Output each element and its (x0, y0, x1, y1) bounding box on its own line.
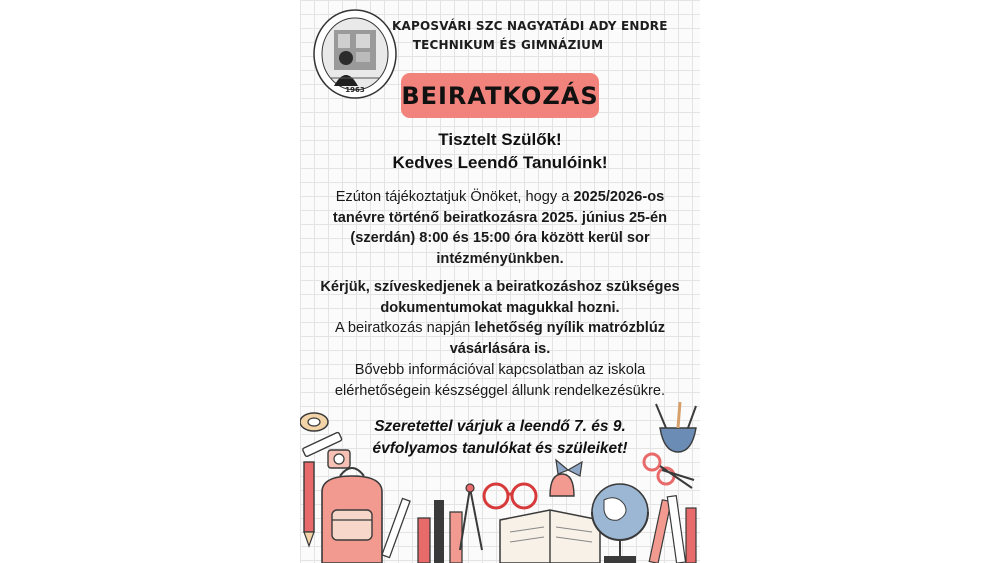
glasses-icon (484, 484, 536, 508)
school-name-line2: TECHNIKUM ÉS GIMNÁZIUM (412, 38, 604, 52)
sharpener-icon (328, 450, 350, 468)
school-name-line1: KAPOSVÁRI SZC NAGYATÁDI ADY ENDRE (392, 19, 668, 33)
compass-icon (460, 484, 482, 550)
paint-cup-icon (656, 402, 696, 452)
info-paragraph (312, 187, 688, 270)
backpack-icon (322, 468, 382, 563)
uniform-intro: A beiratkozás napján (334, 320, 475, 337)
contact-info: Bővebb információval kapcsolatban az iskola elérhetőségein készséggel állunk rendelkezésükre. (334, 361, 666, 399)
closing-line1: Szeretettel várjuk a leendő 7. és 9. (374, 418, 626, 435)
markers-icon (382, 498, 462, 563)
greeting (300, 128, 700, 174)
info-intro: Ezúton tájékoztatjuk Önöket, hogy a (335, 189, 574, 205)
greeting-line2: Kedves Leendő Tanulóink! (392, 153, 608, 172)
school-logo (312, 8, 398, 100)
uniform-offer: lehetőség nyílik matrózblúz vásárlására is. (449, 320, 666, 358)
bell-icon (550, 460, 582, 496)
title-text: BEIRATKOZÁS (401, 81, 599, 110)
logo-year: 1963 (345, 86, 365, 94)
info-date-details: 2025/2026-os tanévre történő beiratkozásra 2025. június 25-én (szerdán) 8:00 és 15:00 óra között kerül sor intézményünkben. (332, 189, 668, 268)
documents-request: Kérjük, szíveskedjenek a beiratkozáshoz szükséges dokumentumokat magukkal hozni. (320, 279, 680, 316)
closing-line2: évfolyamos tanulókat és szüleiket! (372, 440, 628, 457)
enrollment-poster (300, 0, 700, 563)
scissors-icon (644, 454, 694, 488)
school-supplies-illustration (300, 400, 700, 563)
title-banner (401, 73, 599, 118)
school-name (392, 17, 668, 55)
tape-icon (300, 413, 328, 431)
pencils-right-icon (649, 496, 696, 563)
request-paragraph (312, 277, 688, 401)
notebook-icon (500, 510, 600, 563)
greeting-line1: Tisztelt Szülők! (438, 130, 562, 149)
